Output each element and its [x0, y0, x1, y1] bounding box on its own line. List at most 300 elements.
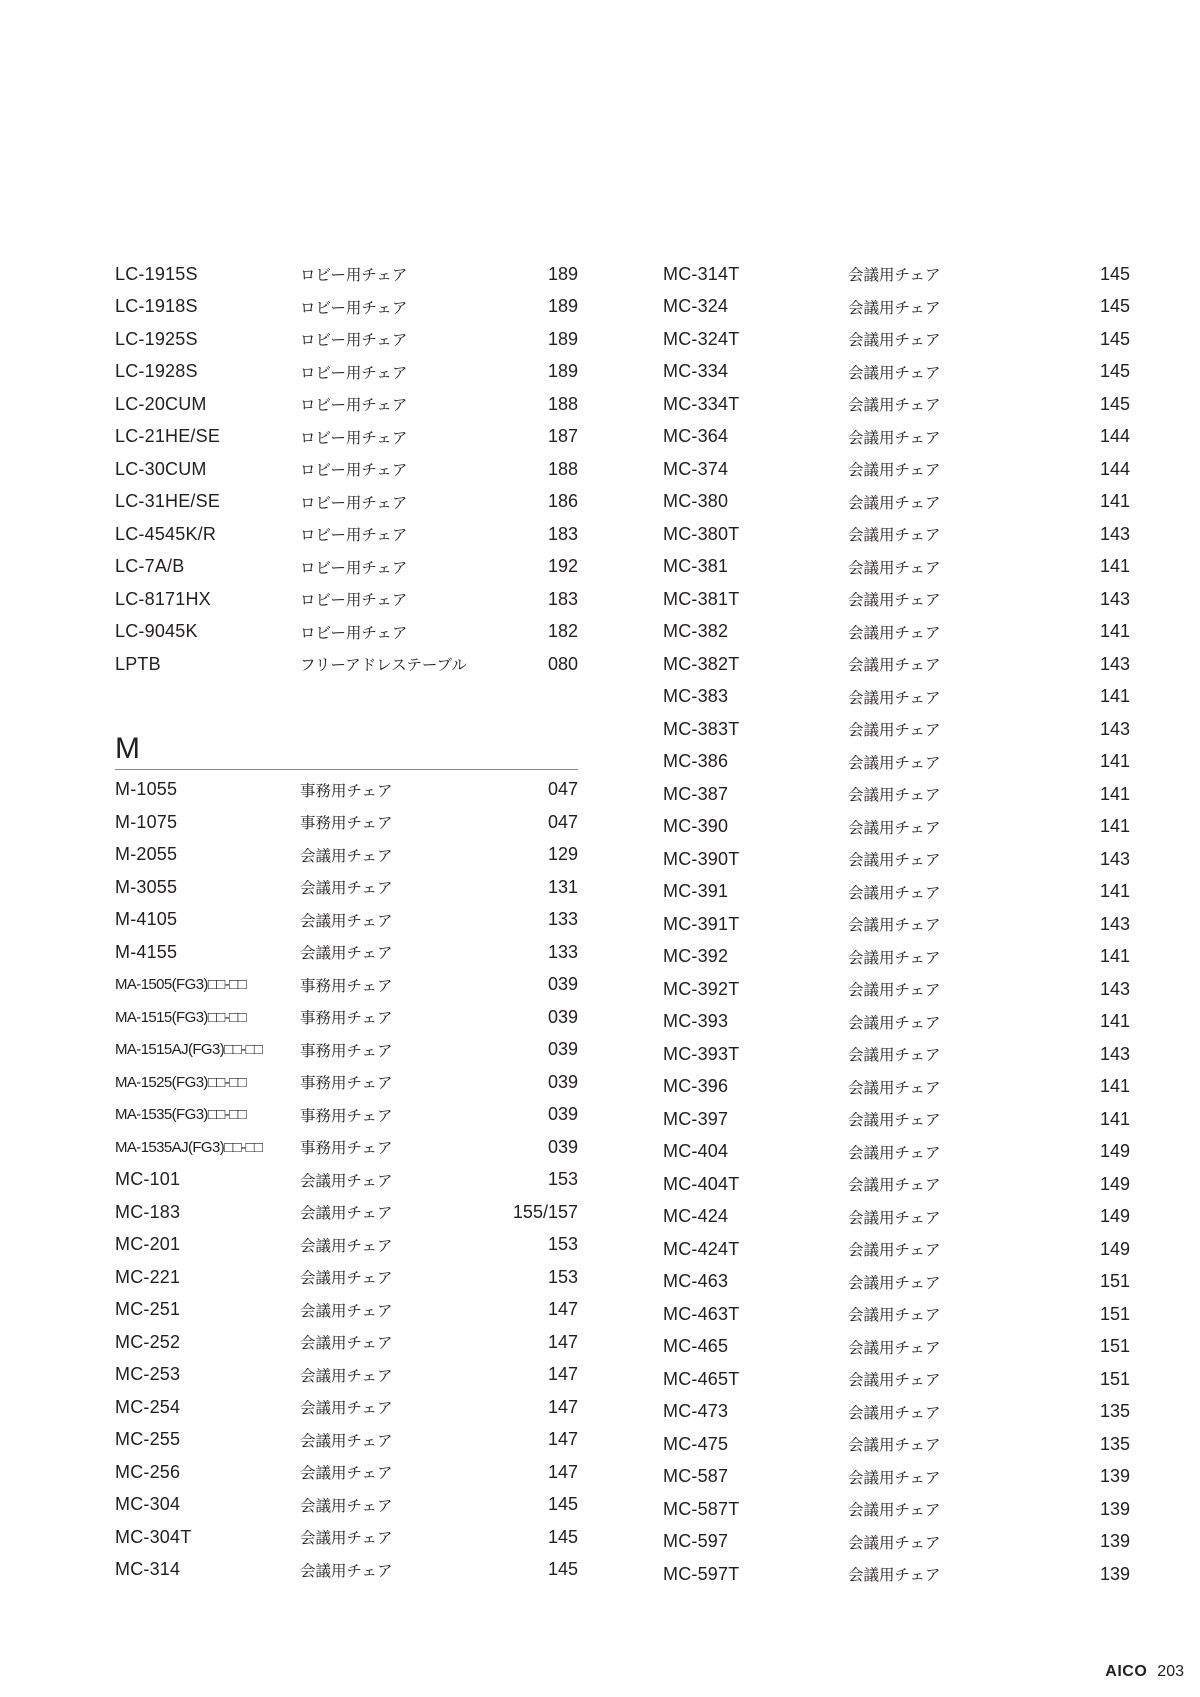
product-code: MC-183 [115, 1201, 181, 1222]
product-category: 会議用チェア [300, 944, 393, 963]
page-reference: 144 [1099, 426, 1130, 447]
page-reference: 039 [547, 1071, 578, 1092]
product-category: ロビー用チェア [300, 363, 408, 382]
page-reference: 141 [1099, 1011, 1130, 1032]
product-code: MC-314T [663, 263, 740, 284]
product-code: LC-1925S [115, 328, 198, 349]
index-row [663, 323, 1130, 356]
product-code: LC-7A/B [115, 556, 185, 577]
index-row [115, 1326, 578, 1359]
product-code: MC-424 [663, 1206, 729, 1227]
index-row [663, 681, 1130, 714]
product-code: LC-21HE/SE [115, 426, 221, 447]
product-category: ロビー用チェア [300, 526, 408, 545]
page-reference: 139 [1099, 1498, 1130, 1519]
page-reference: 141 [1099, 621, 1130, 642]
product-code: MA-1505(FG3)□□-□□ [115, 976, 247, 994]
product-category: ロビー用チェア [300, 461, 408, 480]
product-category: 会議用チェア [300, 1334, 393, 1353]
product-code: M-2055 [115, 844, 178, 865]
product-code: MC-251 [115, 1299, 181, 1320]
page-reference: 147 [547, 1396, 578, 1417]
section-spacer [115, 681, 578, 731]
product-code: LC-9045K [115, 621, 198, 642]
page-reference: 151 [1099, 1271, 1130, 1292]
index-row [115, 1391, 578, 1424]
index-row [663, 356, 1130, 389]
product-category: 会議用チェア [848, 1078, 941, 1097]
index-row [663, 486, 1130, 519]
product-code: MC-392T [663, 978, 740, 999]
index-row [115, 421, 578, 454]
product-code: MC-254 [115, 1396, 181, 1417]
product-code: MC-382 [663, 621, 729, 642]
product-code: MC-334T [663, 393, 740, 414]
product-category: 会議用チェア [300, 1204, 393, 1223]
product-category: 会議用チェア [848, 1176, 941, 1195]
index-row [115, 486, 578, 519]
product-code: MC-597T [663, 1563, 740, 1584]
index-row [115, 1294, 578, 1327]
product-category: 会議用チェア [300, 846, 393, 865]
page-reference: 139 [1099, 1466, 1130, 1487]
index-row [115, 1424, 578, 1457]
index-row [115, 806, 578, 839]
product-code: MC-381 [663, 556, 729, 577]
index-list-lc [115, 258, 578, 681]
index-row [115, 774, 578, 807]
index-column-right [663, 258, 1130, 1591]
page-reference: 183 [547, 523, 578, 544]
product-category: 会議用チェア [848, 1143, 941, 1162]
page-reference: 145 [547, 1559, 578, 1580]
page-reference: 143 [1099, 718, 1130, 739]
product-category: 会議用チェア [300, 1431, 393, 1450]
index-row [663, 1103, 1130, 1136]
product-code: LPTB [115, 653, 161, 674]
index-row [115, 1261, 578, 1294]
product-category: 会議用チェア [848, 1501, 941, 1520]
index-row [663, 843, 1130, 876]
index-row [115, 839, 578, 872]
product-code: M-4155 [115, 941, 178, 962]
page-reference: 151 [1099, 1336, 1130, 1357]
index-row [115, 1196, 578, 1229]
index-row [115, 1034, 578, 1067]
product-category: 会議用チェア [300, 1269, 393, 1288]
page-reference: 186 [547, 491, 578, 512]
product-category: 会議用チェア [300, 1366, 393, 1385]
index-row [115, 1131, 578, 1164]
index-row [663, 1461, 1130, 1494]
page-reference: 141 [1099, 881, 1130, 902]
index-row [115, 583, 578, 616]
product-code: MC-201 [115, 1234, 181, 1255]
page-reference: 189 [547, 296, 578, 317]
product-code: MC-383T [663, 718, 740, 739]
product-code: M-1075 [115, 811, 178, 832]
page-reference: 135 [1099, 1401, 1130, 1422]
product-code: MC-334 [663, 361, 729, 382]
index-row [663, 1136, 1130, 1169]
product-code: LC-20CUM [115, 393, 207, 414]
product-category: 会議用チェア [848, 396, 941, 415]
index-list-m [115, 774, 578, 1587]
page-reference: 133 [547, 909, 578, 930]
product-category: 会議用チェア [848, 981, 941, 1000]
product-category: 事務用チェア [300, 1041, 393, 1060]
product-code: MC-404 [663, 1141, 729, 1162]
page-reference: 183 [547, 588, 578, 609]
product-category: 会議用チェア [848, 688, 941, 707]
product-category: ロビー用チェア [300, 331, 408, 350]
product-category: 会議用チェア [848, 1468, 941, 1487]
page-reference: 139 [1099, 1563, 1130, 1584]
product-category: 会議用チェア [300, 1464, 393, 1483]
page-reference: 192 [547, 556, 578, 577]
product-code: MC-256 [115, 1461, 181, 1482]
product-code: LC-4545K/R [115, 523, 217, 544]
product-category: 会議用チェア [848, 1403, 941, 1422]
page-reference: 141 [1099, 491, 1130, 512]
product-code: MC-463 [663, 1271, 729, 1292]
page-reference: 141 [1099, 751, 1130, 772]
product-category: 会議用チェア [848, 1013, 941, 1032]
product-code: MC-390 [663, 816, 729, 837]
page-reference: 039 [547, 974, 578, 995]
product-category: 会議用チェア [848, 428, 941, 447]
page-reference: 131 [547, 876, 578, 897]
page-reference: 182 [547, 621, 578, 642]
product-category: 会議用チェア [848, 1306, 941, 1325]
page-reference: 145 [1099, 393, 1130, 414]
index-row [663, 421, 1130, 454]
product-category: 会議用チェア [848, 1338, 941, 1357]
product-code: MA-1515AJ(FG3)□□-□□ [115, 1041, 263, 1059]
index-row [663, 941, 1130, 974]
page-reference: 151 [1099, 1303, 1130, 1324]
product-code: MC-324T [663, 328, 740, 349]
product-category: 会議用チェア [848, 331, 941, 350]
index-row [115, 1521, 578, 1554]
index-row [115, 936, 578, 969]
product-code: MC-387 [663, 783, 729, 804]
index-row [663, 1038, 1130, 1071]
page-reference: 047 [547, 779, 578, 800]
page-reference: 141 [1099, 816, 1130, 837]
page-reference: 143 [1099, 1043, 1130, 1064]
index-row [115, 969, 578, 1002]
index-row [663, 1298, 1130, 1331]
index-row [115, 1456, 578, 1489]
brand-logo-text: AICO [1105, 1663, 1148, 1680]
product-code: M-1055 [115, 779, 178, 800]
page-reference: 141 [1099, 1108, 1130, 1129]
index-row [115, 551, 578, 584]
index-row [115, 648, 578, 681]
product-category: 会議用チェア [848, 1208, 941, 1227]
index-row [663, 973, 1130, 1006]
page-reference: 155/157 [512, 1201, 578, 1222]
index-column-left [115, 258, 578, 1586]
product-category: 会議用チェア [848, 1436, 941, 1455]
product-category: 会議用チェア [848, 558, 941, 577]
product-code: MC-252 [115, 1331, 181, 1352]
page-reference: 141 [1099, 686, 1130, 707]
product-code: MC-391T [663, 913, 740, 934]
product-category: 事務用チェア [300, 1074, 393, 1093]
product-category: 事務用チェア [300, 814, 393, 833]
product-category: 会議用チェア [848, 266, 941, 285]
index-row [663, 291, 1130, 324]
index-row [115, 1489, 578, 1522]
product-code: MC-304 [115, 1494, 181, 1515]
product-category: 会議用チェア [848, 786, 941, 805]
index-row [115, 1099, 578, 1132]
product-code: MC-364 [663, 426, 729, 447]
product-code: MC-392 [663, 946, 729, 967]
page-reference: 039 [547, 1136, 578, 1157]
product-category: 会議用チェア [300, 911, 393, 930]
product-category: 会議用チェア [848, 623, 941, 642]
index-row [663, 1201, 1130, 1234]
product-category: 会議用チェア [300, 879, 393, 898]
index-row [663, 616, 1130, 649]
index-row [663, 778, 1130, 811]
page-reference: 147 [547, 1299, 578, 1320]
index-row [115, 258, 578, 291]
product-category: 会議用チェア [848, 526, 941, 545]
product-code: LC-1915S [115, 263, 198, 284]
index-row [663, 1526, 1130, 1559]
index-row [663, 388, 1130, 421]
index-row [115, 453, 578, 486]
product-code: MC-255 [115, 1429, 181, 1450]
index-row [663, 648, 1130, 681]
index-row [115, 1554, 578, 1587]
page-reference: 145 [547, 1494, 578, 1515]
index-row [663, 1493, 1130, 1526]
index-row [115, 871, 578, 904]
page-reference: 145 [1099, 263, 1130, 284]
index-row [115, 323, 578, 356]
product-code: MC-475 [663, 1433, 729, 1454]
product-code: MC-382T [663, 653, 740, 674]
product-code: MC-380 [663, 491, 729, 512]
index-row [663, 551, 1130, 584]
product-code: MC-597 [663, 1531, 729, 1552]
product-category: 会議用チェア [848, 721, 941, 740]
page-reference: 141 [1099, 783, 1130, 804]
page-reference: 149 [1099, 1141, 1130, 1162]
product-code: MC-465 [663, 1336, 729, 1357]
index-row [663, 746, 1130, 779]
index-list-mc [663, 258, 1130, 1591]
page-reference: 147 [547, 1331, 578, 1352]
page-reference: 188 [547, 458, 578, 479]
product-code: LC-1928S [115, 361, 198, 382]
product-category: 会議用チェア [848, 1241, 941, 1260]
product-code: MC-383 [663, 686, 729, 707]
page-reference: 188 [547, 393, 578, 414]
page-reference: 187 [547, 426, 578, 447]
product-category: 会議用チェア [848, 916, 941, 935]
product-code: MC-393T [663, 1043, 740, 1064]
product-category: 事務用チェア [300, 1009, 393, 1028]
product-code: MC-463T [663, 1303, 740, 1324]
product-category: 会議用チェア [848, 1566, 941, 1585]
index-row [663, 811, 1130, 844]
index-row [663, 518, 1130, 551]
product-code: MC-473 [663, 1401, 729, 1422]
product-category: フリーアドレステーブル [300, 656, 467, 675]
product-code: MA-1535AJ(FG3)□□-□□ [115, 1138, 263, 1156]
index-row [115, 1229, 578, 1262]
product-category: 会議用チェア [848, 656, 941, 675]
product-category: 会議用チェア [848, 1111, 941, 1130]
section-heading-m: M [115, 731, 578, 770]
page-reference: 047 [547, 811, 578, 832]
product-category: ロビー用チェア [300, 298, 408, 317]
index-row [115, 1001, 578, 1034]
index-row [115, 356, 578, 389]
product-code: MC-324 [663, 296, 729, 317]
product-code: MC-424T [663, 1238, 740, 1259]
product-category: ロビー用チェア [300, 493, 408, 512]
product-category: 会議用チェア [300, 1399, 393, 1418]
product-category: ロビー用チェア [300, 591, 408, 610]
page-reference: 145 [547, 1526, 578, 1547]
product-code: MC-253 [115, 1364, 181, 1385]
product-category: 会議用チェア [848, 493, 941, 512]
page-reference: 143 [1099, 978, 1130, 999]
page-reference: 080 [547, 653, 578, 674]
product-category: 会議用チェア [848, 1371, 941, 1390]
page-reference: 153 [547, 1234, 578, 1255]
product-code: MC-391 [663, 881, 729, 902]
index-row [663, 1331, 1130, 1364]
page-reference: 039 [547, 1006, 578, 1027]
index-row [115, 904, 578, 937]
product-code: MC-397 [663, 1108, 729, 1129]
page-reference: 189 [547, 328, 578, 349]
product-category: 会議用チェア [300, 1496, 393, 1515]
product-code: MC-393 [663, 1011, 729, 1032]
product-code: MC-587T [663, 1498, 740, 1519]
index-row [115, 1066, 578, 1099]
product-code: MC-396 [663, 1076, 729, 1097]
index-row [663, 713, 1130, 746]
product-code: MC-221 [115, 1266, 181, 1287]
page-reference: 039 [547, 1039, 578, 1060]
page-reference: 145 [1099, 328, 1130, 349]
page-reference: 145 [1099, 361, 1130, 382]
index-row [663, 1428, 1130, 1461]
page-reference: 153 [547, 1169, 578, 1190]
product-code: MC-381T [663, 588, 740, 609]
product-category: 会議用チェア [848, 461, 941, 480]
page-reference: 129 [547, 844, 578, 865]
product-category: ロビー用チェア [300, 558, 408, 577]
product-code: LC-31HE/SE [115, 491, 221, 512]
index-row [663, 1006, 1130, 1039]
index-row [663, 258, 1130, 291]
page-reference: 141 [1099, 946, 1130, 967]
product-category: 会議用チェア [300, 1236, 393, 1255]
page-reference: 147 [547, 1461, 578, 1482]
product-code: M-4105 [115, 909, 178, 930]
page-reference: 189 [547, 361, 578, 382]
index-row [115, 291, 578, 324]
page-footer [1105, 1663, 1184, 1681]
product-code: M-3055 [115, 876, 178, 897]
product-category: 事務用チェア [300, 781, 393, 800]
page-reference: 147 [547, 1429, 578, 1450]
product-category: 会議用チェア [300, 1561, 393, 1580]
product-category: 会議用チェア [300, 1529, 393, 1548]
index-row [663, 1233, 1130, 1266]
product-category: 会議用チェア [848, 298, 941, 317]
index-row [663, 1168, 1130, 1201]
page-reference: 143 [1099, 588, 1130, 609]
product-code: MC-390T [663, 848, 740, 869]
index-row [663, 1558, 1130, 1591]
index-row [663, 453, 1130, 486]
index-row [663, 1396, 1130, 1429]
product-category: 会議用チェア [300, 1301, 393, 1320]
product-code: MA-1535(FG3)□□-□□ [115, 1106, 247, 1124]
product-category: ロビー用チェア [300, 428, 408, 447]
index-row [115, 1359, 578, 1392]
index-row [115, 616, 578, 649]
page-reference: 153 [547, 1266, 578, 1287]
product-code: MC-386 [663, 751, 729, 772]
page-reference: 149 [1099, 1173, 1130, 1194]
product-category: 会議用チェア [848, 1533, 941, 1552]
product-code: MA-1515(FG3)□□-□□ [115, 1008, 247, 1026]
page-reference: 143 [1099, 848, 1130, 869]
product-code: MC-101 [115, 1169, 181, 1190]
index-row [663, 908, 1130, 941]
product-category: 会議用チェア [848, 851, 941, 870]
product-category: 会議用チェア [848, 818, 941, 837]
product-category: 事務用チェア [300, 976, 393, 995]
page-reference: 144 [1099, 458, 1130, 479]
page-reference: 139 [1099, 1531, 1130, 1552]
product-category: 会議用チェア [848, 1046, 941, 1065]
page-reference: 143 [1099, 523, 1130, 544]
product-code: MC-465T [663, 1368, 740, 1389]
product-code: MC-380T [663, 523, 740, 544]
page-reference: 039 [547, 1104, 578, 1125]
page-reference: 141 [1099, 556, 1130, 577]
product-code: LC-30CUM [115, 458, 207, 479]
page-reference: 149 [1099, 1206, 1130, 1227]
page-reference: 141 [1099, 1076, 1130, 1097]
product-category: ロビー用チェア [300, 623, 408, 642]
product-category: 会議用チェア [848, 883, 941, 902]
product-code: MC-587 [663, 1466, 729, 1487]
product-category: 会議用チェア [848, 948, 941, 967]
index-row [663, 583, 1130, 616]
page-reference: 133 [547, 941, 578, 962]
product-category: ロビー用チェア [300, 396, 408, 415]
page-reference: 147 [547, 1364, 578, 1385]
index-row [115, 388, 578, 421]
product-code: MC-314 [115, 1559, 181, 1580]
product-code: LC-8171HX [115, 588, 211, 609]
product-category: ロビー用チェア [300, 266, 408, 285]
